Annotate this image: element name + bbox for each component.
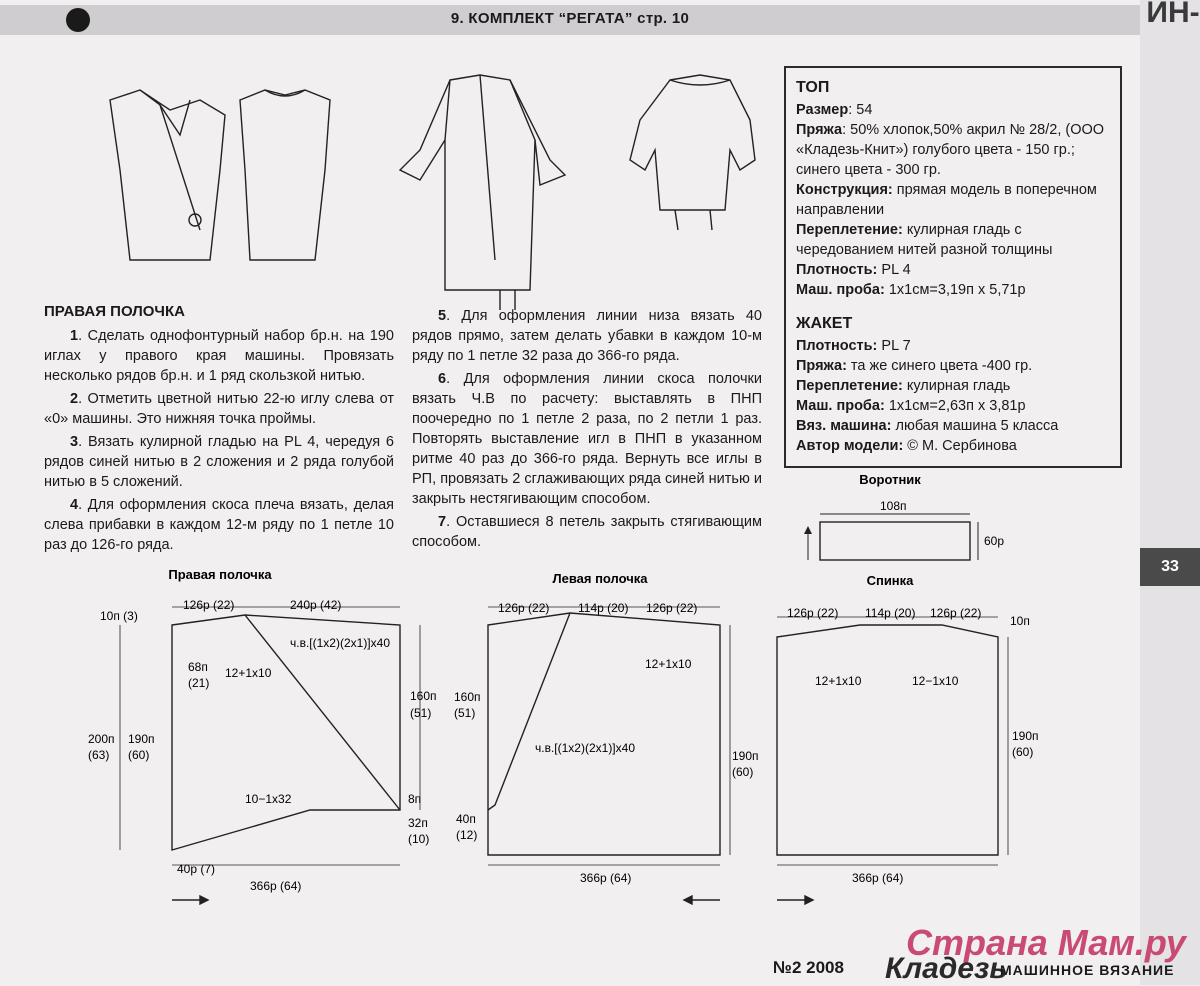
spec-density: Плотность: PL 4 (796, 262, 911, 278)
spec-gauge: Маш. проба: 1х1см=3,19п х 5,71р (796, 282, 1026, 298)
rf-label: 12+1х10 (225, 666, 272, 680)
back-label: 126р (22) (787, 606, 839, 620)
spec-construction: Конструкция: прямая модель в поперечном направлении (796, 182, 1097, 218)
back-label: 126р (22) (930, 606, 982, 620)
rf-label: 10п (3) (100, 609, 138, 623)
step-4: 4. Для оформления скоса плеча вязать, делая слева прибавки в каждом 12-м ряду по 1 петле 10 раз до 126-го ряда. (44, 497, 394, 553)
left-front-title: Левая полочка (552, 571, 648, 586)
jacket-title: ЖАКЕТ (796, 315, 853, 332)
rf-label: 68п (188, 660, 208, 674)
step-7: 7. Оставшиеся 8 петель закрыть стягивающим способом. (412, 514, 762, 550)
lf-label: (51) (454, 706, 476, 720)
lf-label: ч.в.[(1х2)(2х1)]х40 (535, 741, 635, 755)
jacket-back-sketch (630, 75, 755, 230)
step-3: 3. Вязать кулирной гладью на PL 4, чередуя 6 рядов синей нитью в 2 сложения и 2 ряда голубой нитью в 5 сложений. (44, 434, 394, 490)
watermark: Страна Мам.ру (906, 922, 1186, 963)
back-label: 114р (20) (865, 606, 916, 620)
lf-label: 160п (454, 690, 481, 704)
lf-label: 190п (732, 749, 759, 763)
rf-label: 366р (64) (250, 879, 302, 893)
jacket-machine: Вяз. машина: любая машина 5 класса (796, 418, 1059, 434)
rf-label: 10−1х32 (245, 792, 292, 806)
step-6: 6. Для оформления линии скоса полочки вязать Ч.В по расчету: выставлять в ПНП поочередно по 1 петле 2 раза, по 2 петли 1 раз. Повторять выставление игл в ПНП в указанном ритме 40 раз до 366-го ряда. Вернуть все иглы в РП, провязать 2 сглаживающих ряда синей нитью и закрыть нестягивающим способом. (412, 371, 762, 507)
step-1: 1. Сделать однофонтурный набор бр.н. на 190 иглах у правого края машины. Провязать несколько рядов бр.н. и 1 ряд скользкой нитью. (44, 328, 394, 384)
rf-label: 40р (7) (177, 862, 216, 876)
lf-label: (60) (732, 765, 754, 779)
rf-label: ч.в.[(1х2)(2х1)]х40 (290, 636, 390, 650)
side-strip-label: ИН- (1146, 0, 1200, 29)
section-title: ПРАВАЯ ПОЛОЧКА (44, 303, 185, 320)
lf-label: 126р (22) (498, 601, 550, 615)
jacket-front-sketch (400, 75, 565, 310)
right-front-title: Правая полочка (168, 567, 272, 582)
spec-yarn: Пряжа: 50% хлопок,50% акрил № 28/2, (ООО «Кладезь-Книт») голубого цвета - 150 гр.; синего цвета - 300 гр. (796, 122, 1105, 178)
lf-label: 366р (64) (580, 871, 632, 885)
rf-label: (60) (128, 748, 150, 762)
collar-width-label: 108п (880, 499, 907, 513)
middle-column-text (412, 306, 762, 555)
rf-label: 160п (410, 689, 437, 703)
collar-shape (820, 522, 970, 560)
spec-stitch: Переплетение: кулирная гладь с чередованием нитей разной толщины (796, 222, 1053, 258)
back-outline (777, 625, 998, 855)
rf-label: (51) (410, 706, 432, 720)
step-5: 5. Для оформления линии низа вязать 40 рядов прямо, затем делать убавки в каждом 10-м ряду по 1 петле 32 раза до 366-го ряда. (412, 308, 762, 364)
pattern-diagrams (80, 565, 1130, 910)
right-front-outline (172, 615, 400, 850)
rf-label: 190п (128, 732, 155, 746)
rf-label: 8п (408, 792, 422, 806)
back-label: 366р (64) (852, 871, 904, 885)
top-title: ТОП (796, 79, 830, 96)
brand-logo: Кладезь (885, 952, 1008, 985)
back-label: 12+1х10 (815, 674, 862, 688)
rf-label: 126р (22) (183, 598, 235, 612)
page-number: 33 (1140, 548, 1200, 586)
jacket-stitch: Переплетение: кулирная гладь (796, 378, 1011, 394)
back-label: 190п (1012, 729, 1039, 743)
back-label: 10п (1010, 614, 1030, 628)
collar-height-label: 60р (984, 534, 1005, 548)
rf-label: (63) (88, 748, 110, 762)
jacket-author: Автор модели: © М. Сербинова (796, 438, 1017, 454)
jacket-density: Плотность: PL 7 (796, 338, 911, 354)
specs-box (784, 66, 1122, 468)
back-label: 12−1х10 (912, 674, 959, 688)
top-back-sketch (240, 90, 330, 260)
collar-diagram (780, 470, 1110, 570)
page-title: 9. КОМПЛЕКТ “РЕГАТА” стр. 10 (450, 10, 690, 27)
side-strip (1140, 0, 1200, 985)
lf-label: 40п (456, 812, 476, 826)
jacket-gauge: Маш. проба: 1х1см=2,63п х 3,81р (796, 398, 1026, 414)
back-title: Спинка (866, 573, 914, 588)
collar-title: Воротник (859, 472, 921, 487)
brand-subtitle: МАШИННОЕ ВЯЗАНИЕ (1000, 962, 1175, 978)
issue-number: №2 2008 (773, 958, 844, 977)
lf-label: 114р (20) (578, 601, 629, 615)
rf-label: (21) (188, 676, 210, 690)
jacket-yarn: Пряжа: та же синего цвета -400 гр. (796, 358, 1033, 374)
rf-label: 240р (42) (290, 598, 342, 612)
rf-label: (10) (408, 832, 430, 846)
lf-label: 126р (22) (646, 601, 698, 615)
back-label: (60) (1012, 745, 1034, 759)
lf-label: (12) (456, 828, 478, 842)
left-column-text (44, 302, 394, 558)
top-front-sketch (110, 90, 225, 260)
rf-label: 32п (408, 816, 428, 830)
lf-label: 12+1х10 (645, 657, 692, 671)
spec-size: Размер: 54 (796, 102, 873, 118)
step-2: 2. Отметить цветной нитью 22-ю иглу слева от «0» машины. Это нижняя точка проймы. (44, 391, 394, 427)
rf-label: 200п (88, 732, 115, 746)
garment-sketches (60, 60, 780, 310)
